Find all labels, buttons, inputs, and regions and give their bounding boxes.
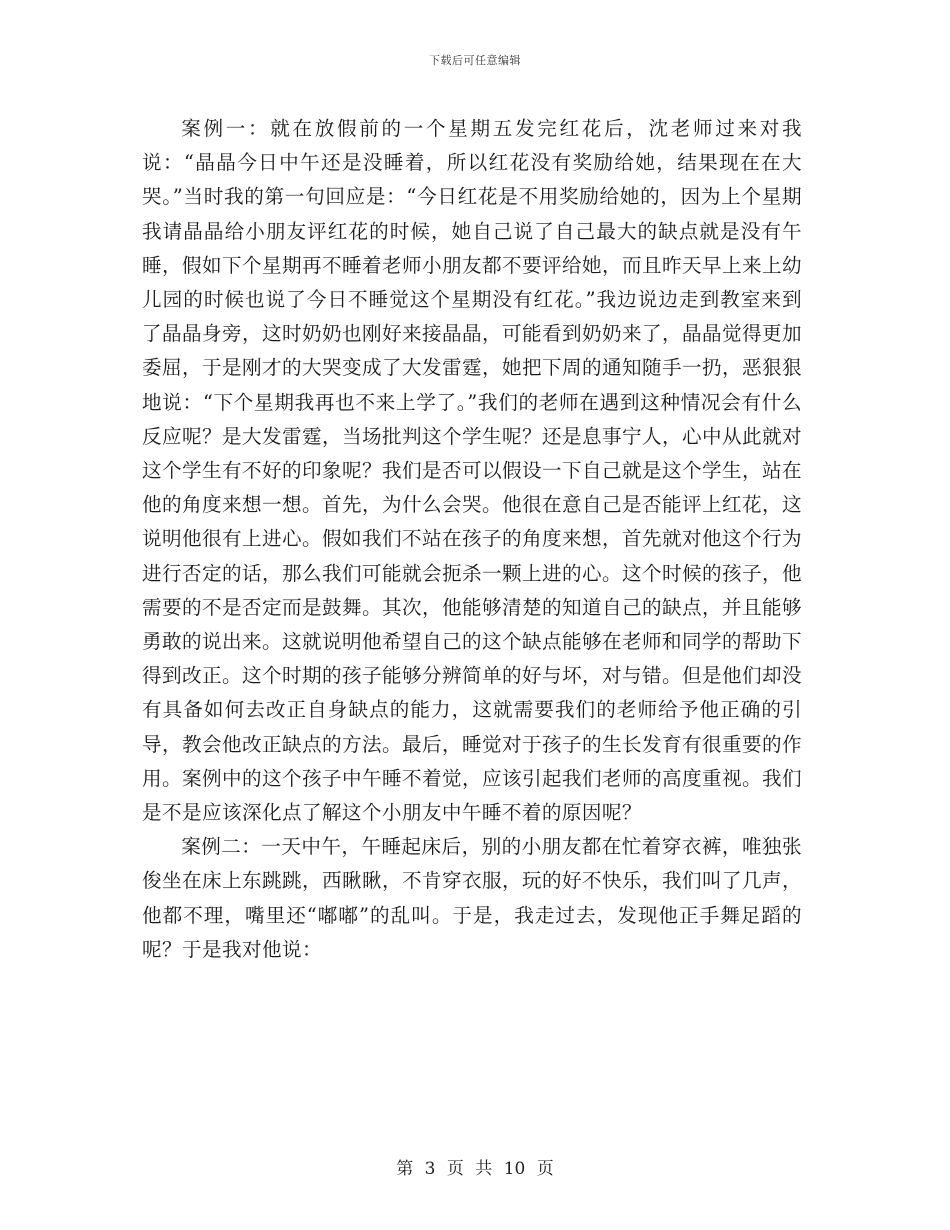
page-footer [0, 1154, 950, 1179]
paragraph-case-one: 案例一：就在放假前的一个星期五发完红花后，沈老师过来对我说：“晶晶今日中午还是没睡着，所以红花没有奖励给她，结果现在在大哭。”当时我的第一句回应是：“今日红花是不用奖励给她的，因为上个星期我请晶晶给小朋友评红花的时候，她自己说了自己最大的缺点就是没有午睡，假如下个星期再不睡着老师小朋友都不要评给她，而且昨天早上来上幼儿园的时候也说了今日不睡觉这个星期没有红花。”我边说边走到教室来到了晶晶身旁，这时奶奶也刚好来接晶晶，可能看到奶奶来了，晶晶觉得更加委屈，于是刚才的大哭变成了大发雷霆，她把下周的通知随手一扔，恶狠狠地说：“下个星期我再也不来上学了。”我们的老师在遇到这种情况会有什么反应呢？是大发雷霆，当场批判这个学生呢？还是息事宁人，心中从此就对这个学生有不好的印象呢？我们是否可以假设一下自己就是这个学生，站在他的角度来想一想。首先，为什么会哭。他很在意自己是否能评上红花，这说明他很有上进心。假如我们不站在孩子的角度来想，首先就对他这个行为进行否定的话，那么我们可能就会扼杀一颗上进的心。这个时候的孩子，他需要的不是否定而是鼓舞。其次，他能够清楚的知道自己的缺点，并且能够勇敢的说出来。这就说明他希望自己的这个缺点能够在老师和同学的帮助下得到改正。这个时期的孩子能够分辨简单的好与坏，对与错。但是他们却没有具备如何去改正自身缺点的能力，这就需要我们的老师给予他正确的引导，教会他改正缺点的方法。最后，睡觉对于孩子的生长发育有很重要的作用。案例中的这个孩子中午睡不着觉，应该引起我们老师的高度重视。我们是不是应该深化点了解这个小朋友中午睡不着的原因呢？ [142, 117, 802, 825]
page-number: 第 3 页 共 10 页 [396, 1159, 554, 1179]
header-text: 下载后可任意编辑 [429, 54, 521, 67]
paragraph-case-two: 案例二：一天中午，午睡起床后，别的小朋友都在忙着穿衣裤，唯独张俊坐在床上东跳跳，西瞅瞅，不肯穿衣服，玩的好不快乐，我们叫了几声，他都不理，嘴里还“嘟嘟”的乱叫。于是，我走过去，发现他正手舞足蹈的呢？于是我对他说： [142, 835, 802, 961]
page-header [0, 52, 950, 68]
document-body [142, 112, 802, 967]
